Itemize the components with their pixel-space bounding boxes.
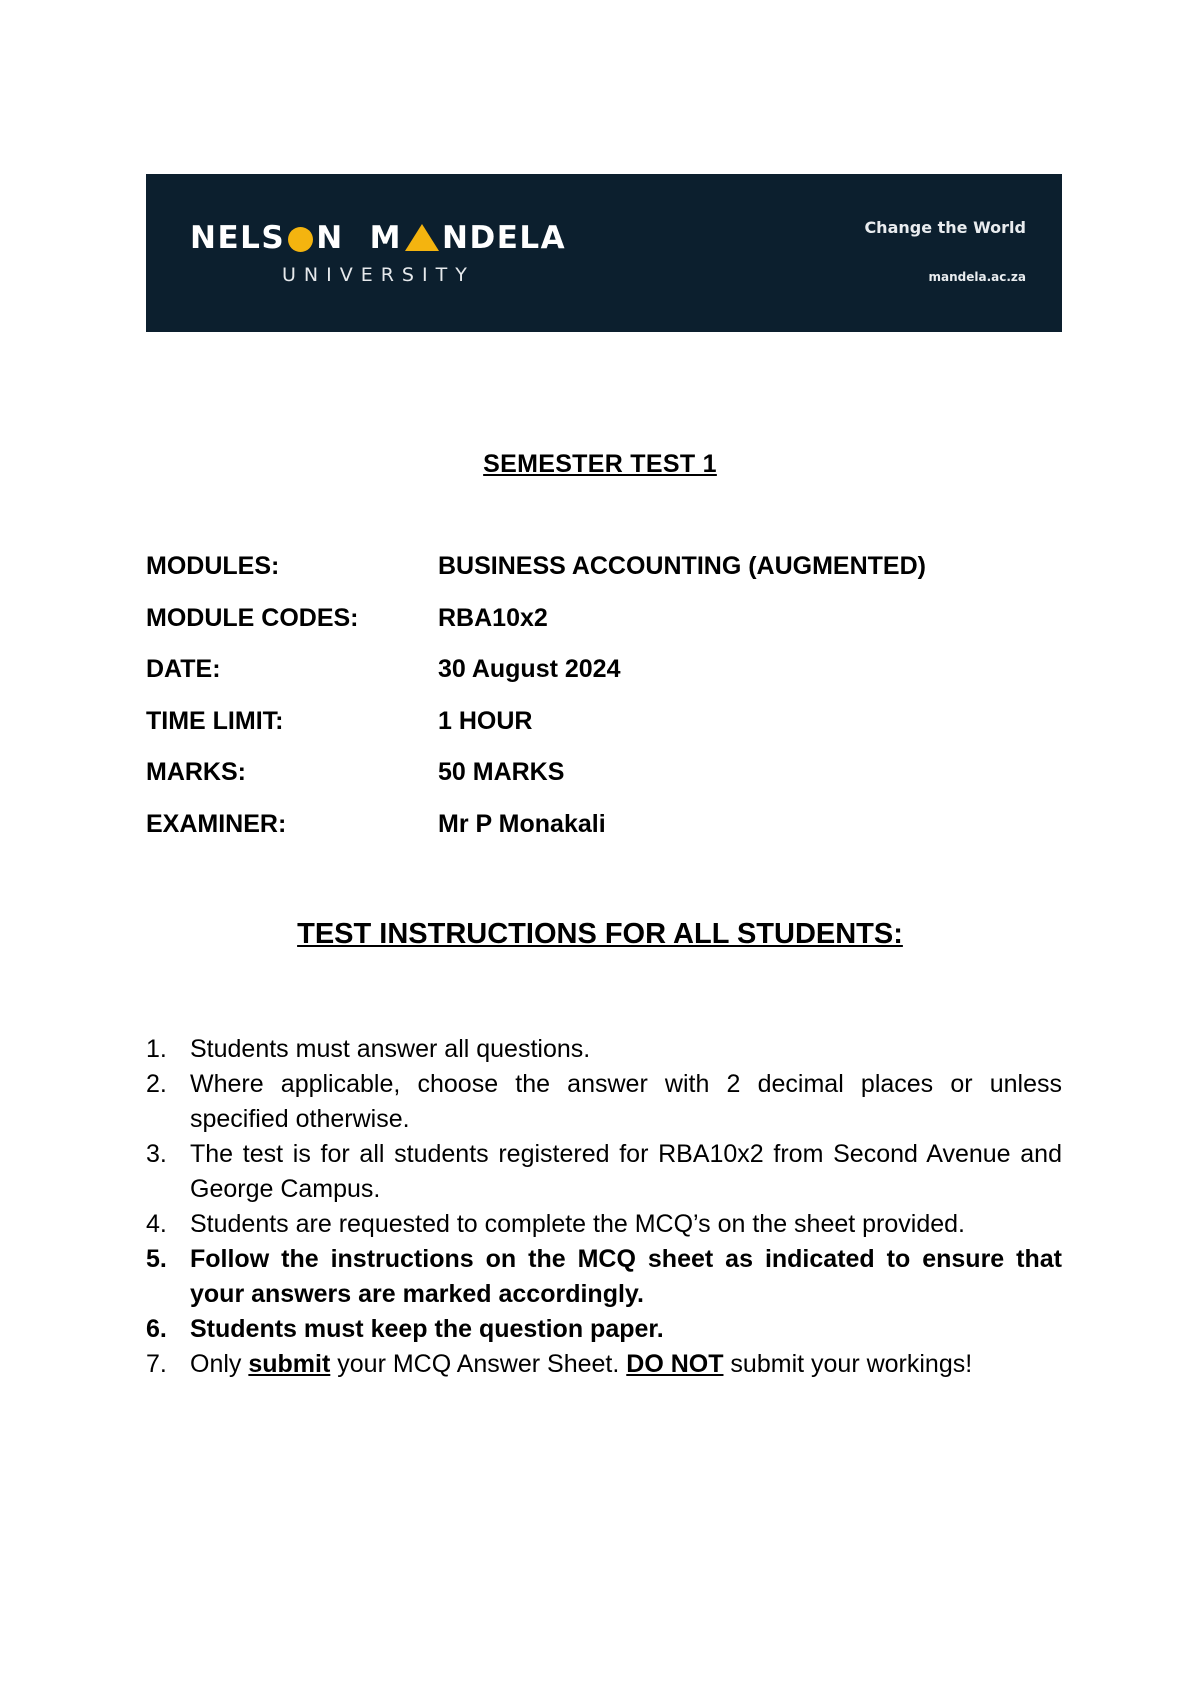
instruction-number: 6.: [146, 1315, 167, 1343]
logo-yellow-triangle-icon: [405, 224, 439, 251]
banner-website: mandela.ac.za: [928, 270, 1026, 284]
instruction-item: [146, 1347, 1062, 1382]
instruction-text: Students must answer all questions.: [190, 1035, 591, 1063]
instruction-number: 1.: [146, 1035, 167, 1063]
detail-label: TIME LIMIT:: [146, 706, 284, 735]
banner-tagline: Change the World: [864, 218, 1026, 237]
logo-word-mandela: M NDELA: [369, 220, 567, 256]
instruction-item: [146, 1032, 1062, 1067]
logo-university-subtitle: UNIVERSITY: [282, 264, 475, 286]
detail-row-marks: [146, 758, 1062, 810]
detail-value: RBA10x2: [438, 603, 548, 632]
detail-value: 1 HOUR: [438, 706, 533, 735]
instruction-item: [146, 1312, 1062, 1347]
university-banner: [146, 174, 1062, 332]
emphasis-do-not: DO NOT: [626, 1350, 724, 1378]
instruction-item: [146, 1242, 1062, 1312]
detail-value: BUSINESS ACCOUNTING (AUGMENTED): [438, 552, 926, 580]
detail-row-time-limit: [146, 707, 1062, 759]
emphasis-submit: submit: [248, 1350, 331, 1378]
detail-value: 50 MARKS: [438, 758, 565, 786]
page-title: SEMESTER TEST 1: [483, 450, 717, 478]
university-logo: [190, 218, 566, 258]
instruction-text: Students are requested to complete the MCQ’s on the sheet provided.: [190, 1210, 965, 1238]
instructions-heading: TEST INSTRUCTIONS FOR ALL STUDENTS:: [297, 918, 903, 950]
instruction-text: Only submit your MCQ Answer Sheet. DO NOT submit your workings!: [190, 1350, 973, 1378]
logo-word-nelson: NELS N: [190, 220, 344, 256]
detail-label: EXAMINER:: [146, 809, 287, 838]
instruction-number: 3.: [146, 1140, 167, 1168]
instruction-number: 2.: [146, 1070, 167, 1098]
instructions-list: [146, 1032, 1062, 1382]
detail-row-module-codes: [146, 604, 1062, 656]
detail-row-modules: [146, 552, 1062, 604]
detail-row-date: [146, 655, 1062, 707]
instruction-item: [146, 1137, 1062, 1207]
detail-label: MODULES:: [146, 552, 280, 580]
instruction-text: Students must keep the question paper.: [190, 1315, 664, 1343]
instruction-text: Where applicable, choose the answer with 2 decimal places or unless specified otherwise.: [190, 1070, 1062, 1133]
instruction-item: [146, 1207, 1062, 1242]
instruction-number: 4.: [146, 1210, 167, 1238]
instruction-item: [146, 1067, 1062, 1137]
instruction-number: 5.: [146, 1245, 167, 1273]
test-details: [146, 552, 1062, 861]
instruction-number: 7.: [146, 1350, 167, 1378]
detail-value: Mr P Monakali: [438, 809, 606, 838]
detail-row-examiner: [146, 810, 1062, 862]
detail-label: DATE:: [146, 655, 221, 683]
detail-value: 30 August 2024: [438, 655, 621, 683]
instruction-text: The test is for all students registered for RBA10x2 from Second Avenue and George Campus.: [190, 1140, 1062, 1203]
detail-label: MARKS:: [146, 758, 246, 786]
detail-label: MODULE CODES:: [146, 603, 359, 632]
instruction-text: Follow the instructions on the MCQ sheet as indicated to ensure that your answers are marked accordingly.: [190, 1245, 1062, 1308]
logo-yellow-dot-icon: [288, 227, 313, 252]
